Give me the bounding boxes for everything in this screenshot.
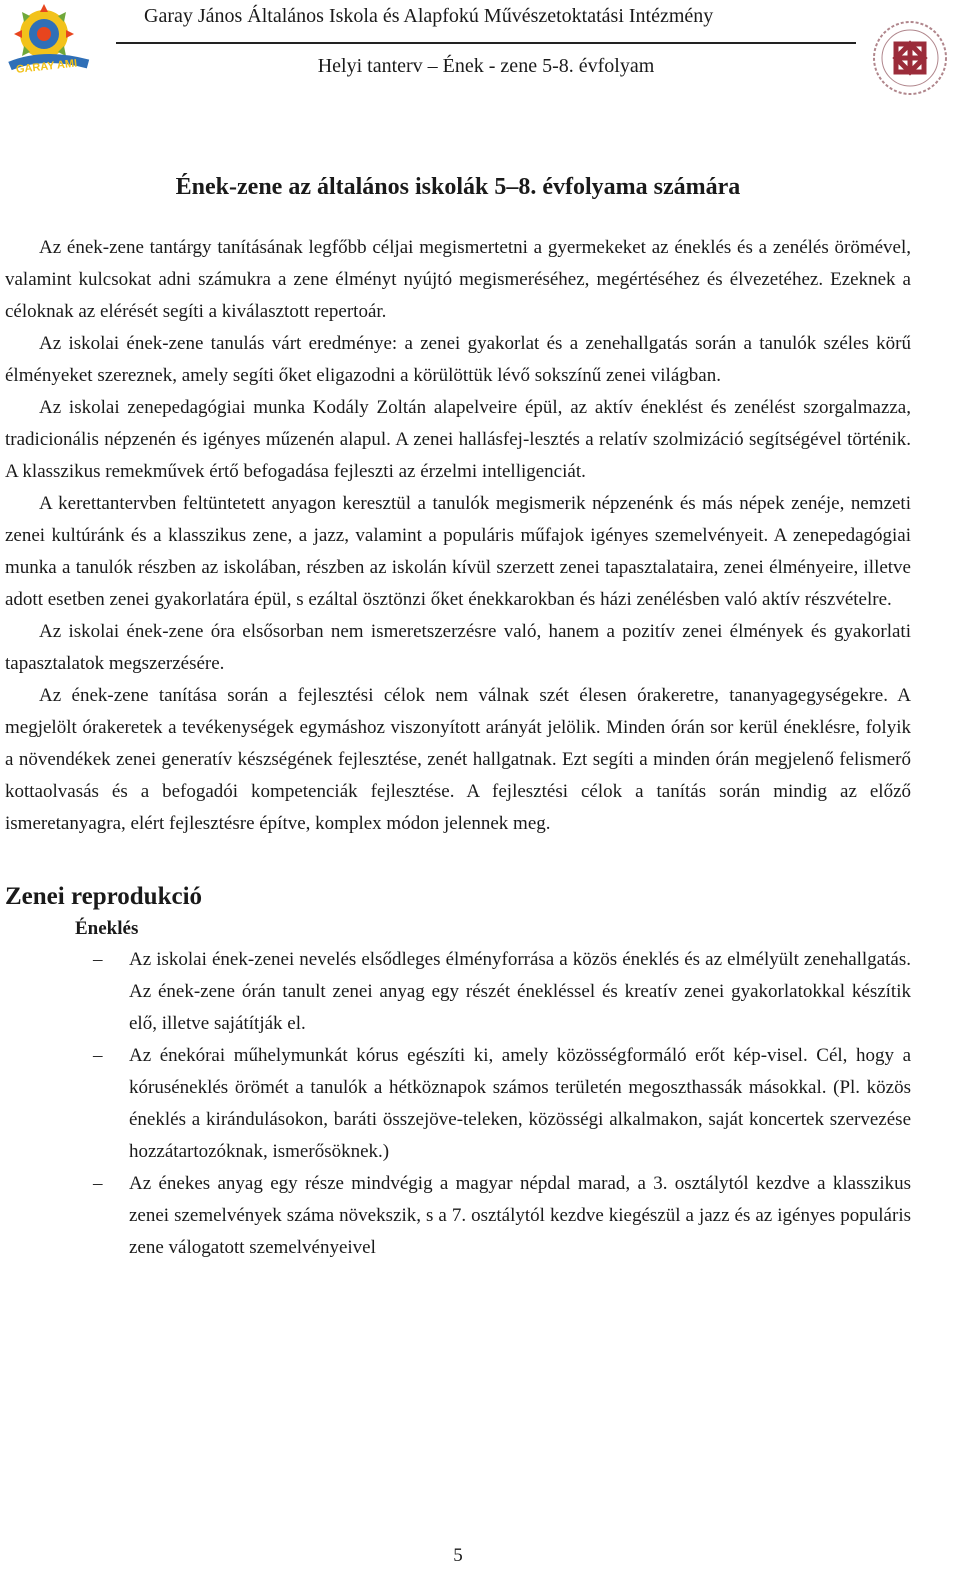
list-item-text: Az énekórai műhelymunkát kórus egészíti ki, amely közösségformáló erőt kép-visel. Cél, hogy a kóruséneklés örömét a tanulók a hétköznapok számos területén megoszthassák másokkal. (Pl. közös éneklés a kirándulásokon, baráti összejöve-teleken, közösségi alkalmakon, saját koncertek szervezése hozzátartozóknak, ismerősöknek.) (129, 1045, 911, 1162)
intro-paragraph-3: Az iskolai zenepedagógiai munka Kodály Zoltán alapelveire épül, az aktív éneklést és zenélést szorgalmazza, tradicionális népzenén és igényes műzenén alapul. A zenei hallásfej-lesztés a relatív szolmizáció segítségével történik. A klasszikus remekművek értő befogadása fejleszti az érzelmi intelligenciát. (5, 397, 911, 482)
dash-bullet: – (93, 949, 103, 970)
intro-paragraph-5: Az iskolai ének-zene óra elsősorban nem ismeretszerzésre való, hanem a pozitív zenei élmények és gyakorlati tapasztalatok megszerzésére. (5, 621, 911, 674)
seal-emblem-icon (870, 18, 950, 98)
curriculum-title: Helyi tanterv – Ének - zene 5-8. évfolyam (317, 55, 655, 77)
page-header (0, 0, 960, 110)
page-number: 5 (453, 1545, 463, 1566)
school-logo-icon (4, 4, 94, 76)
list-item (5, 1168, 911, 1264)
intro-paragraph-1: Az ének-zene tantárgy tanításának legfőbb céljai megismertetni a gyermekeket az éneklés és a zenélés örömével, valamint kulcsokat adni számukra a zene élményt nyújtó megismeréséhez, megértéséhez és élvezetéhez. Ezeknek a céloknak az elérését segíti a kiválasztott repertoár. (5, 237, 911, 322)
list-item (5, 1040, 911, 1168)
intro-paragraph-2: Az iskolai ének-zene tanulás várt eredménye: a zenei gyakorlat és a zenehallgatás során a tanulók széles körű élményeket szereznek, amely segíti őket eligazodni a körülöttük lévő sokszínű zenei világban. (5, 333, 911, 386)
document-body (5, 172, 911, 1264)
list-item-text: Az énekes anyag egy része mindvégig a magyar népdal marad, a 3. osztálytól kezdve a klasszikus zenei szemelvények száma növekszik, s a 7. osztálytól kezdve kiegészül a jazz és az igényes populáris zene válogatott szemelvényeivel (129, 1173, 911, 1258)
section-heading: Zenei reprodukció (5, 883, 203, 910)
school-logo-text: GARAY AMI (15, 57, 78, 76)
list-item-text: Az iskolai ének-zenei nevelés elsődleges élményforrása a közös éneklés és az elmélyült zenehallgatás. Az ének-zene órán tanult zenei anyag egy részét énekléssel és kreatív zenei gyakorlatokkal készítik elő, illetve sajátítják el. (129, 949, 911, 1034)
intro-paragraph-4: A kerettantervben feltüntetett anyagon keresztül a tanulók megismerik népzenénk és más népek zenéje, nemzeti zenei kultúránk és a klasszikus zene, a jazz, valamint a populáris műfajok igényes szemelvényeit. A zenepedagógiai munka a tanulók részben az iskolában, részben az iskolán kívül szerzett zenei tapasztalataira, zenei élményeire, illetve adott esetben zenei gyakorlatára épül, s ezáltal ösztönzi őket énekkarokban és házi zenélésben való aktív részvételre. (5, 493, 911, 610)
subsection-heading: Éneklés (75, 918, 139, 939)
institution-name: Garay János Általános Iskola és Alapfokú Művészetoktatási Intézmény (144, 5, 714, 27)
dash-bullet: – (93, 1045, 103, 1066)
intro-paragraph-6: Az ének-zene tanítása során a fejlesztési célok nem válnak szét élesen órakeretre, tananyagegységekre. A megjelölt órakeretek a tevékenységek egymáshoz viszonyított arányát jelölik. Minden órán sor kerül éneklésre, folyik a növendékek zenei generatív készségének fejlesztése, zenét hallgatnak. Ezt segíti a minden órán megjelenő felismerő kottaolvasás és a befogadói kompetenciák fejlesztése. A fejlesztési célok a tanítás során mindig az előző ismeretanyagra, elért fejlesztésre építve, komplex módon jelennek meg. (5, 685, 911, 834)
dash-bullet: – (93, 1173, 103, 1194)
header-rule (116, 42, 856, 44)
bullet-list (5, 944, 911, 1264)
list-item (5, 944, 911, 1040)
page-title: Ének-zene az általános iskolák 5–8. évfolyama számára (175, 174, 741, 200)
